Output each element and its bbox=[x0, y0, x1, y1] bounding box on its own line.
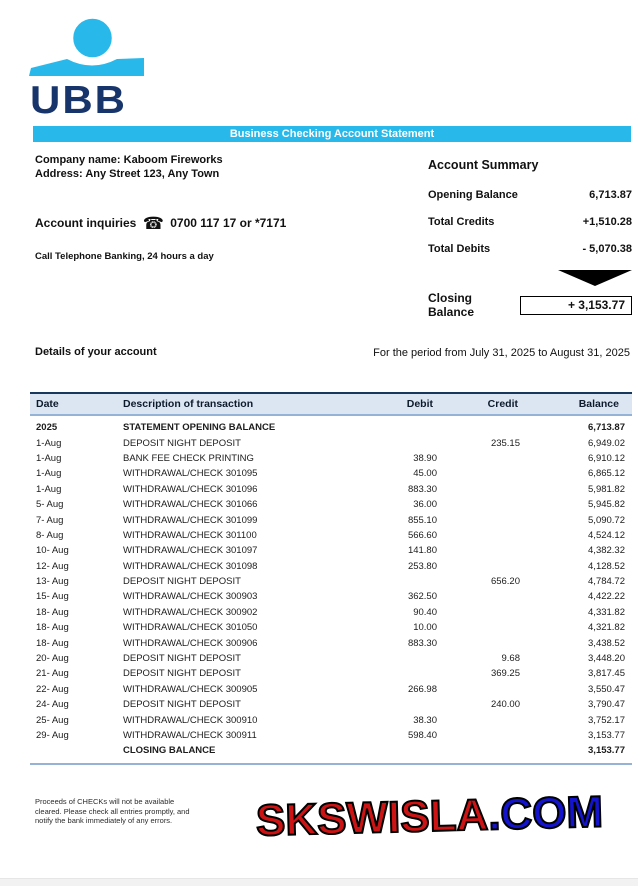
cell-debit: 362.50 bbox=[407, 591, 437, 603]
cell-date: 8- Aug bbox=[36, 529, 64, 541]
watermark bbox=[255, 787, 603, 846]
table-header-row bbox=[30, 392, 632, 416]
table-row bbox=[30, 528, 632, 543]
table-row bbox=[30, 697, 632, 712]
details-title: Details of your account bbox=[35, 346, 157, 358]
cell-description: WITHDRAWAL/CHECK 301096 bbox=[123, 483, 258, 495]
opening-balance-row bbox=[428, 189, 632, 201]
opening-balance-value: 6,713.87 bbox=[589, 189, 632, 201]
table-row bbox=[30, 497, 632, 512]
cell-credit: 369.25 bbox=[490, 668, 520, 680]
cell-credit: 656.20 bbox=[490, 576, 520, 588]
statement-period: For the period from July 31, 2025 to August 31, 2025 bbox=[373, 347, 630, 359]
column-header-balance: Balance bbox=[578, 398, 619, 410]
cell-date: 5- Aug bbox=[36, 499, 64, 511]
table-row bbox=[30, 635, 632, 650]
cell-balance: 6,910.12 bbox=[588, 452, 625, 464]
cell-debit: 38.30 bbox=[413, 714, 437, 726]
table-row bbox=[30, 420, 632, 435]
cell-debit: 141.80 bbox=[407, 545, 437, 557]
cell-description: WITHDRAWAL/CHECK 301095 bbox=[123, 468, 258, 480]
table-row bbox=[30, 512, 632, 527]
cell-balance: 6,713.87 bbox=[588, 422, 625, 434]
account-inquiries-line bbox=[35, 214, 286, 234]
cell-description: WITHDRAWAL/CHECK 301066 bbox=[123, 499, 258, 511]
cell-description: WITHDRAWAL/CHECK 300905 bbox=[123, 683, 258, 695]
cell-balance: 3,448.20 bbox=[588, 653, 625, 665]
cell-balance: 3,438.52 bbox=[588, 637, 625, 649]
table-row bbox=[30, 682, 632, 697]
table-row bbox=[30, 559, 632, 574]
cell-debit: 598.40 bbox=[407, 730, 437, 741]
cell-description: DEPOSIT NIGHT DEPOSIT bbox=[123, 653, 241, 665]
total-credits-value: +1,510.28 bbox=[582, 216, 632, 228]
cell-balance: 4,382.32 bbox=[588, 545, 625, 557]
cell-date: 18- Aug bbox=[36, 622, 69, 634]
closing-balance-box: + 3,153.77 bbox=[520, 296, 632, 315]
cell-credit: 9.68 bbox=[501, 653, 520, 665]
cell-debit: 45.00 bbox=[413, 468, 437, 480]
cell-date: 25- Aug bbox=[36, 714, 69, 726]
cell-description: DEPOSIT NIGHT DEPOSIT bbox=[123, 668, 241, 680]
cell-balance: 4,524.12 bbox=[588, 529, 625, 541]
table-body bbox=[30, 416, 632, 765]
cell-credit: 240.00 bbox=[490, 699, 520, 711]
closing-balance-label: Closing Balance bbox=[428, 291, 475, 319]
statement-title-banner: Business Checking Account Statement bbox=[33, 126, 631, 142]
column-header-date: Date bbox=[36, 398, 59, 410]
company-address-line: Address: Any Street 123, Any Town bbox=[35, 168, 220, 180]
cell-debit: 883.30 bbox=[407, 637, 437, 649]
cell-date: 18- Aug bbox=[36, 637, 69, 649]
ubb-logo-text: UBB bbox=[30, 78, 127, 122]
disclaimer-line-1: Proceeds of CHECKs will not be available bbox=[35, 797, 175, 806]
cell-description: DEPOSIT NIGHT DEPOSIT bbox=[123, 699, 241, 711]
down-arrow-icon bbox=[558, 270, 632, 286]
cell-balance: 3,153.77 bbox=[588, 730, 625, 741]
table-row bbox=[30, 666, 632, 681]
cell-description: WITHDRAWAL/CHECK 300906 bbox=[123, 637, 258, 649]
company-info bbox=[35, 153, 223, 181]
disclaimer-line-3: notify the bank immediately of any errors. bbox=[35, 816, 173, 825]
cell-debit: 38.90 bbox=[413, 452, 437, 464]
cell-debit: 90.40 bbox=[413, 606, 437, 618]
cell-balance: 4,331.82 bbox=[588, 606, 625, 618]
account-summary bbox=[428, 158, 632, 319]
cell-date: 13- Aug bbox=[36, 576, 69, 588]
cell-description: WITHDRAWAL/CHECK 300911 bbox=[123, 730, 257, 741]
cell-description: CLOSING BALANCE bbox=[123, 745, 216, 757]
column-header-debit: Debit bbox=[406, 398, 433, 410]
cell-date: 22- Aug bbox=[36, 683, 69, 695]
table-row bbox=[30, 589, 632, 604]
cell-balance: 3,752.17 bbox=[588, 714, 625, 726]
cell-date: 12- Aug bbox=[36, 560, 69, 572]
ubb-logo-mark bbox=[20, 8, 170, 88]
table-row bbox=[30, 712, 632, 727]
opening-balance-label: Opening Balance bbox=[428, 189, 518, 201]
summary-arrow-wrap bbox=[428, 270, 632, 287]
cell-debit: 36.00 bbox=[413, 499, 437, 511]
cell-debit: 266.98 bbox=[407, 683, 437, 695]
cell-balance: 5,945.82 bbox=[588, 499, 625, 511]
cell-balance: 6,949.02 bbox=[588, 437, 625, 449]
cell-description: WITHDRAWAL/CHECK 300903 bbox=[123, 591, 258, 603]
cell-date: 7- Aug bbox=[36, 514, 64, 526]
telephone-banking-line: Call Telephone Banking, 24 hours a day bbox=[35, 251, 214, 262]
cell-date: 2025 bbox=[36, 422, 58, 434]
account-summary-title: Account Summary bbox=[428, 158, 539, 172]
total-debits-row bbox=[428, 243, 632, 255]
cell-balance: 6,865.12 bbox=[588, 468, 625, 480]
cell-debit: 855.10 bbox=[407, 514, 437, 526]
cell-debit: 10.00 bbox=[413, 622, 437, 634]
cell-balance: 3,153.77 bbox=[588, 745, 625, 757]
transactions-table bbox=[30, 392, 632, 765]
watermark-secondary: .COM bbox=[487, 787, 604, 840]
cell-date: 18- Aug bbox=[36, 606, 69, 618]
table-row bbox=[30, 482, 632, 497]
inquiries-label: Account inquiries bbox=[35, 216, 137, 230]
cell-date: 24- Aug bbox=[36, 699, 69, 711]
cell-description: DEPOSIT NIGHT DEPOSIT bbox=[123, 576, 241, 588]
cell-date: 15- Aug bbox=[36, 591, 69, 603]
cell-description: WITHDRAWAL/CHECK 301097 bbox=[123, 545, 258, 557]
cell-balance: 4,422.22 bbox=[588, 591, 625, 603]
page-bottom-edge bbox=[0, 878, 638, 886]
cell-debit: 253.80 bbox=[407, 560, 437, 572]
table-row bbox=[30, 451, 632, 466]
cell-description: WITHDRAWAL/CHECK 300910 bbox=[123, 714, 258, 726]
cell-description: STATEMENT OPENING BALANCE bbox=[123, 422, 276, 434]
cell-debit: 883.30 bbox=[407, 483, 437, 495]
cell-balance: 3,790.47 bbox=[588, 699, 625, 711]
cell-date: 1-Aug bbox=[36, 452, 62, 464]
company-name-line: Company name: Kaboom Fireworks bbox=[35, 154, 223, 166]
table-row bbox=[30, 435, 632, 450]
cell-date: 21- Aug bbox=[36, 668, 69, 680]
watermark-primary: SKSWISLA bbox=[255, 790, 489, 846]
total-debits-value: - 5,070.38 bbox=[582, 243, 632, 255]
cell-description: WITHDRAWAL/CHECK 301099 bbox=[123, 514, 258, 526]
column-header-credit: Credit bbox=[487, 398, 518, 410]
closing-balance-row bbox=[428, 291, 632, 319]
cell-description: WITHDRAWAL/CHECK 301100 bbox=[123, 529, 257, 541]
cell-description: WITHDRAWAL/CHECK 300902 bbox=[123, 606, 258, 618]
cell-debit: 566.60 bbox=[407, 529, 437, 541]
cell-description: BANK FEE CHECK PRINTING bbox=[123, 452, 254, 464]
cell-date: 29- Aug bbox=[36, 730, 69, 741]
cell-balance: 5,981.82 bbox=[588, 483, 625, 495]
cell-balance: 4,321.82 bbox=[588, 622, 625, 634]
table-row bbox=[30, 620, 632, 635]
cell-credit: 235.15 bbox=[490, 437, 520, 449]
cell-balance: 3,817.45 bbox=[588, 668, 625, 680]
cell-date: 1-Aug bbox=[36, 437, 62, 449]
cell-balance: 4,784.72 bbox=[588, 576, 625, 588]
ubb-logo bbox=[20, 8, 170, 123]
cell-description: WITHDRAWAL/CHECK 301098 bbox=[123, 560, 258, 572]
cell-balance: 4,128.52 bbox=[588, 560, 625, 572]
table-row bbox=[30, 728, 632, 743]
column-header-description: Description of transaction bbox=[123, 398, 254, 410]
cell-description: WITHDRAWAL/CHECK 301050 bbox=[123, 622, 258, 634]
table-row bbox=[30, 543, 632, 558]
cell-date: 1-Aug bbox=[36, 483, 62, 495]
phone-icon: ☎ bbox=[142, 214, 164, 233]
cell-balance: 5,090.72 bbox=[588, 514, 625, 526]
table-row bbox=[30, 574, 632, 589]
table-row bbox=[30, 466, 632, 481]
cell-date: 10- Aug bbox=[36, 545, 69, 557]
footer-disclaimer bbox=[35, 797, 190, 826]
cell-description: DEPOSIT NIGHT DEPOSIT bbox=[123, 437, 241, 449]
table-row bbox=[30, 651, 632, 666]
inquiries-number: 0700 117 17 or *7171 bbox=[170, 216, 287, 230]
total-credits-label: Total Credits bbox=[428, 216, 495, 228]
disclaimer-line-2: cleared. Please check all entries promptly, and bbox=[35, 806, 190, 816]
cell-date: 1-Aug bbox=[36, 468, 62, 480]
total-debits-label: Total Debits bbox=[428, 243, 491, 255]
cell-date: 20- Aug bbox=[36, 653, 69, 665]
table-row bbox=[30, 605, 632, 620]
total-credits-row bbox=[428, 216, 632, 228]
table-row bbox=[30, 743, 632, 758]
cell-balance: 3,550.47 bbox=[588, 683, 625, 695]
